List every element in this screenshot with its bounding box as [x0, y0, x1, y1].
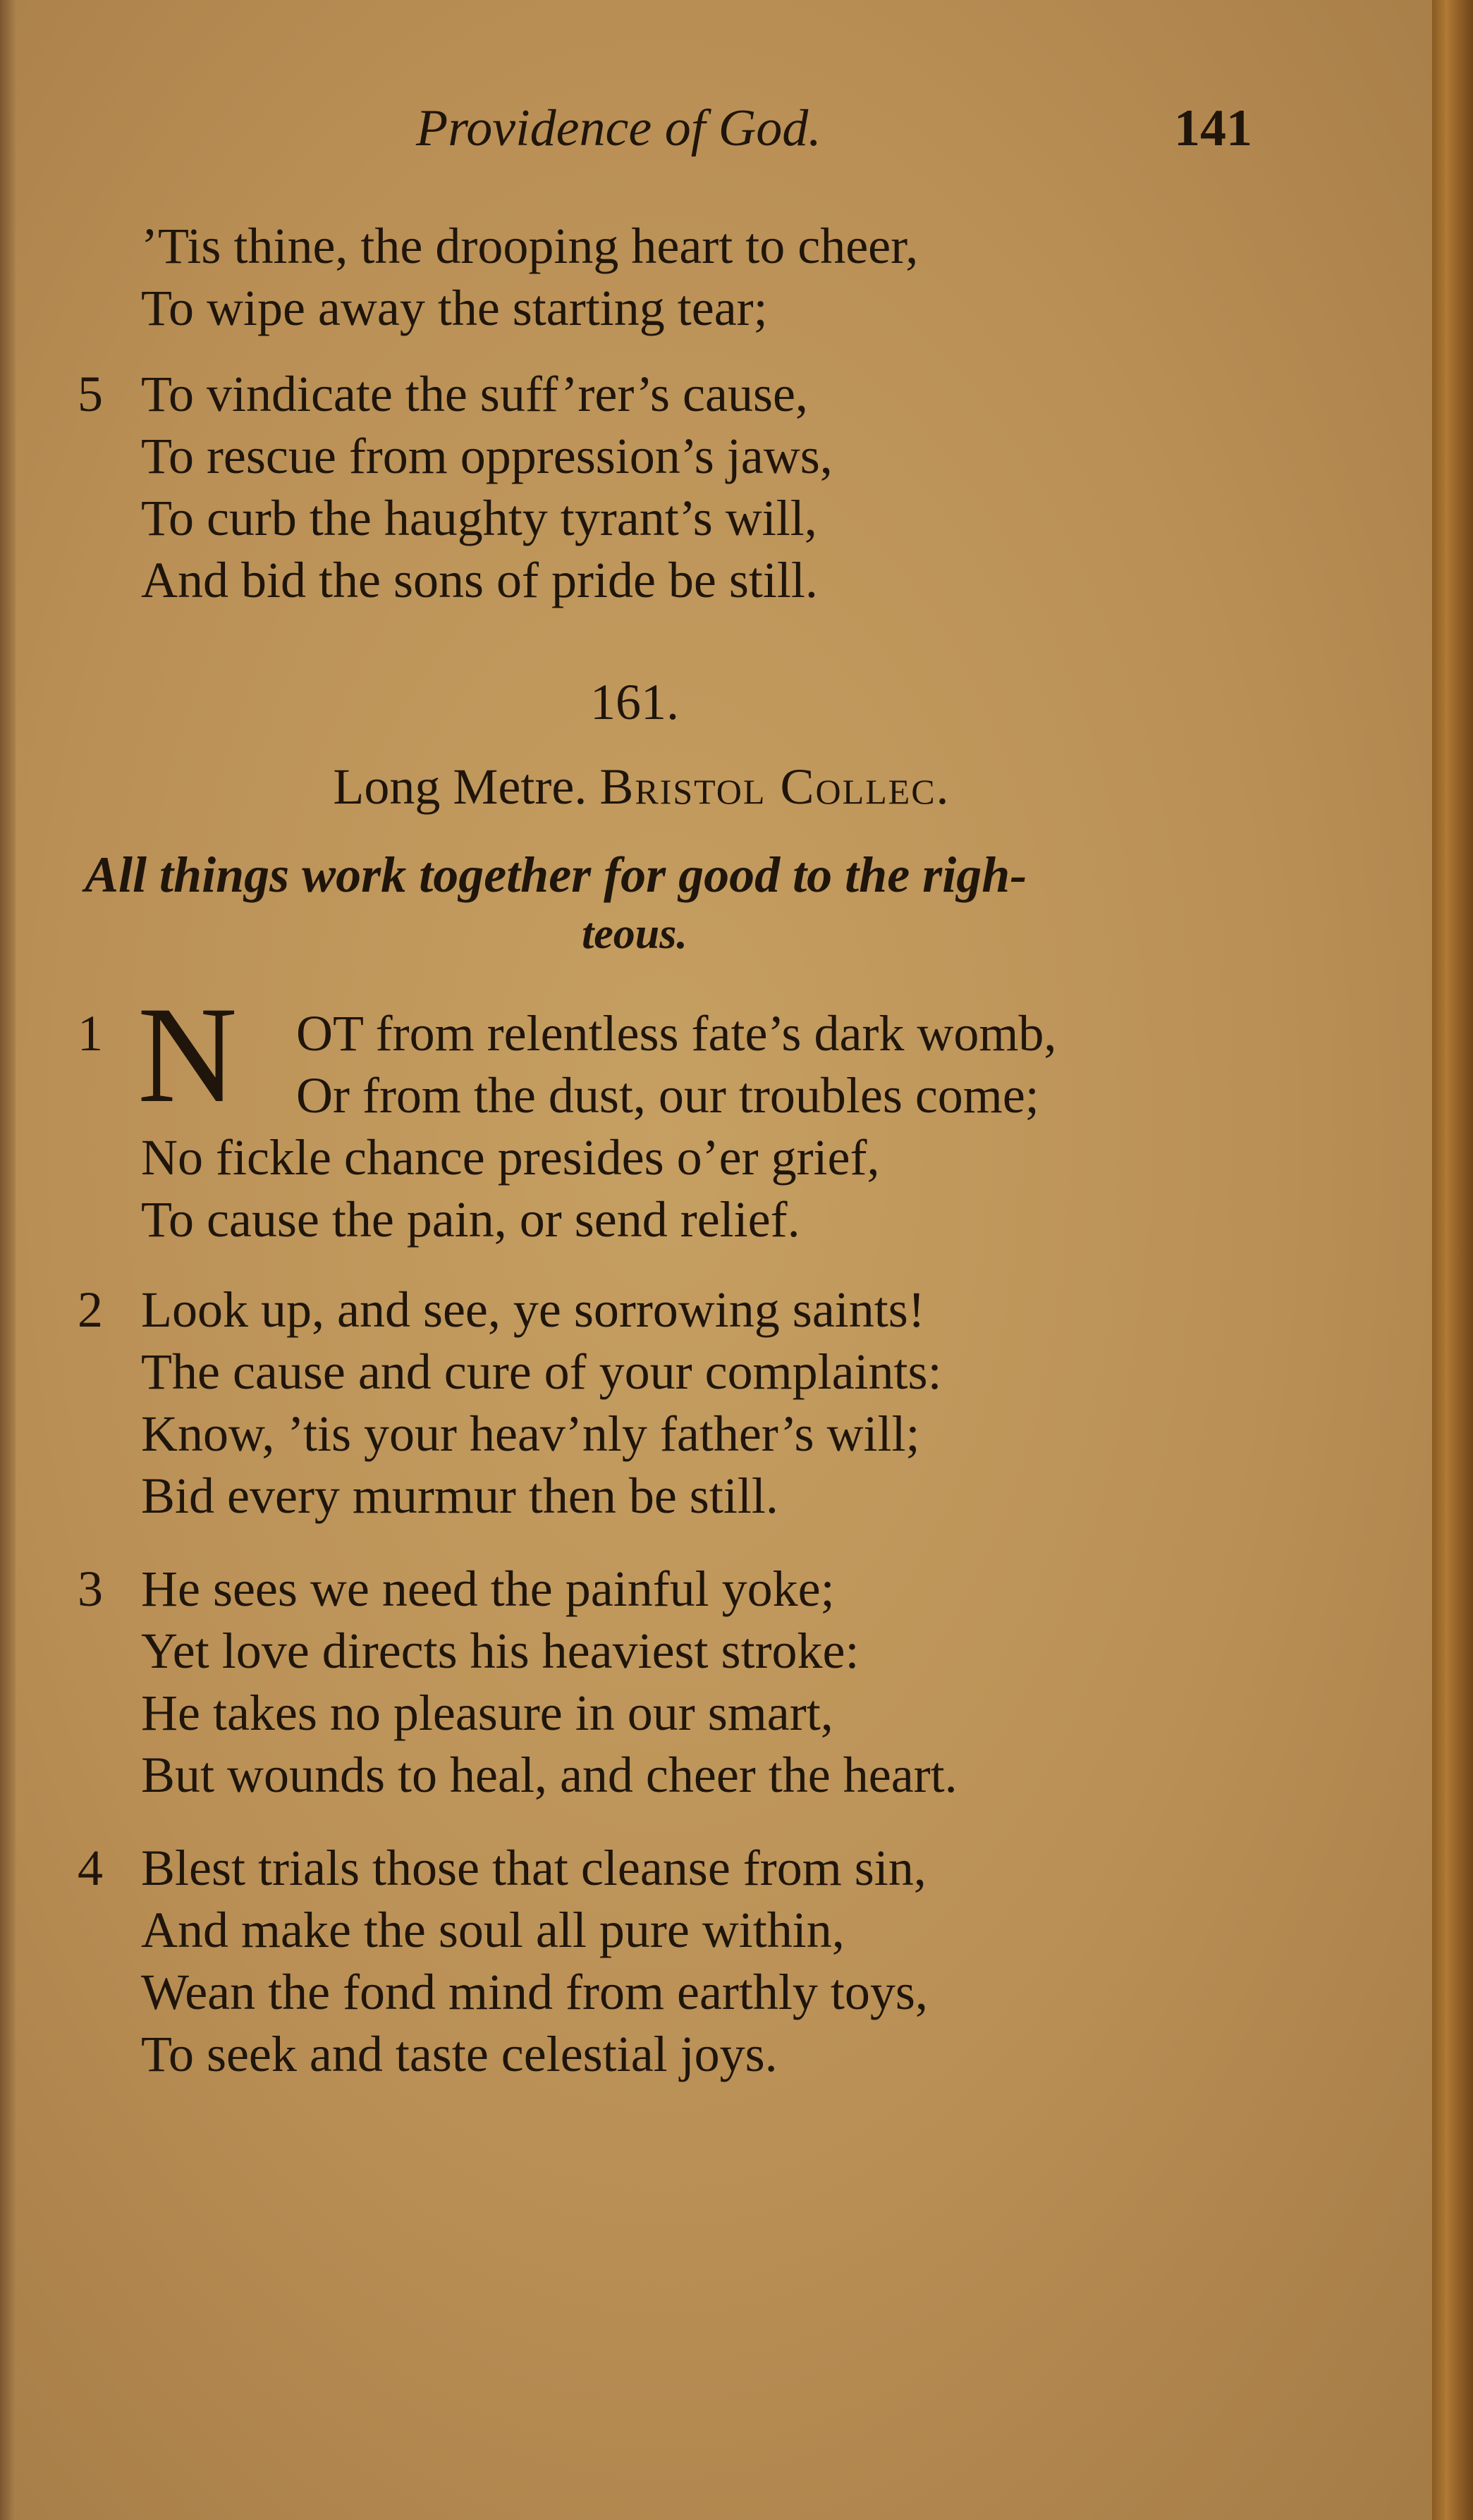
hymn-subtitle-line-2: teous. — [582, 910, 687, 958]
page-number: 141 — [1174, 99, 1252, 157]
verse-line: OT from relentless fate’s dark womb, — [296, 1005, 1057, 1062]
verse-line: To cause the pain, or send relief. — [141, 1191, 800, 1248]
verse-line: And bid the sons of pride be still. — [141, 552, 818, 608]
stanza-number: 2 — [78, 1281, 103, 1338]
verse-line: To rescue from oppression’s jaws, — [141, 428, 833, 484]
stanza-number: 1 — [78, 1005, 103, 1062]
verse-line: Yet love directs his heaviest stroke: — [141, 1623, 860, 1679]
drop-cap: N — [137, 978, 238, 1131]
verse-line: Look up, and see, ye sorrowing saints! — [141, 1281, 925, 1338]
verse-line: To vindicate the suff’rer’s cause, — [141, 366, 808, 422]
running-header — [0, 99, 1473, 169]
page-binding-edge — [0, 0, 16, 2520]
verse-line: Or from the dust, our troubles come; — [296, 1067, 1039, 1124]
verse-line: ’Tis thine, the drooping heart to cheer, — [141, 218, 919, 274]
stanza-number: 3 — [78, 1561, 103, 1617]
verse-line: Wean the fond mind from earthly toys, — [141, 1964, 928, 2020]
verse-line: He takes no pleasure in our smart, — [141, 1685, 833, 1741]
verse-line: No fickle chance presides o’er grief, — [141, 1129, 880, 1186]
verse-line: But wounds to heal, and cheer the heart. — [141, 1747, 958, 1803]
stanza-number: 5 — [78, 366, 103, 422]
tune-name: Bristol Collec. — [599, 758, 951, 815]
verse-line: He sees we need the painful yoke; — [141, 1561, 835, 1617]
hymn-subtitle-line-1: All things work together for good to the righ- — [85, 847, 1027, 903]
page-fore-edge — [1432, 0, 1473, 2520]
verse-line: And make the soul all pure within, — [141, 1902, 845, 1958]
stanza-number: 4 — [78, 1840, 103, 1896]
verse-line: Know, ’tis your heav’nly father’s will; — [141, 1406, 920, 1462]
hymn-number: 161. — [590, 674, 679, 730]
verse-line: Blest trials those that cleanse from sin, — [141, 1840, 927, 1896]
running-title: Providence of God. — [416, 99, 821, 157]
verse-line: Bid every murmur then be still. — [141, 1468, 778, 1524]
verse-line: To curb the haughty tyrant’s will, — [141, 490, 817, 546]
verse-line: The cause and cure of your complaints: — [141, 1344, 942, 1400]
metre: Long Metre. — [333, 758, 587, 815]
verse-line: To wipe away the starting tear; — [141, 280, 768, 336]
verse-line: To seek and taste celestial joys. — [141, 2026, 778, 2082]
metre-and-tune — [0, 758, 1283, 816]
